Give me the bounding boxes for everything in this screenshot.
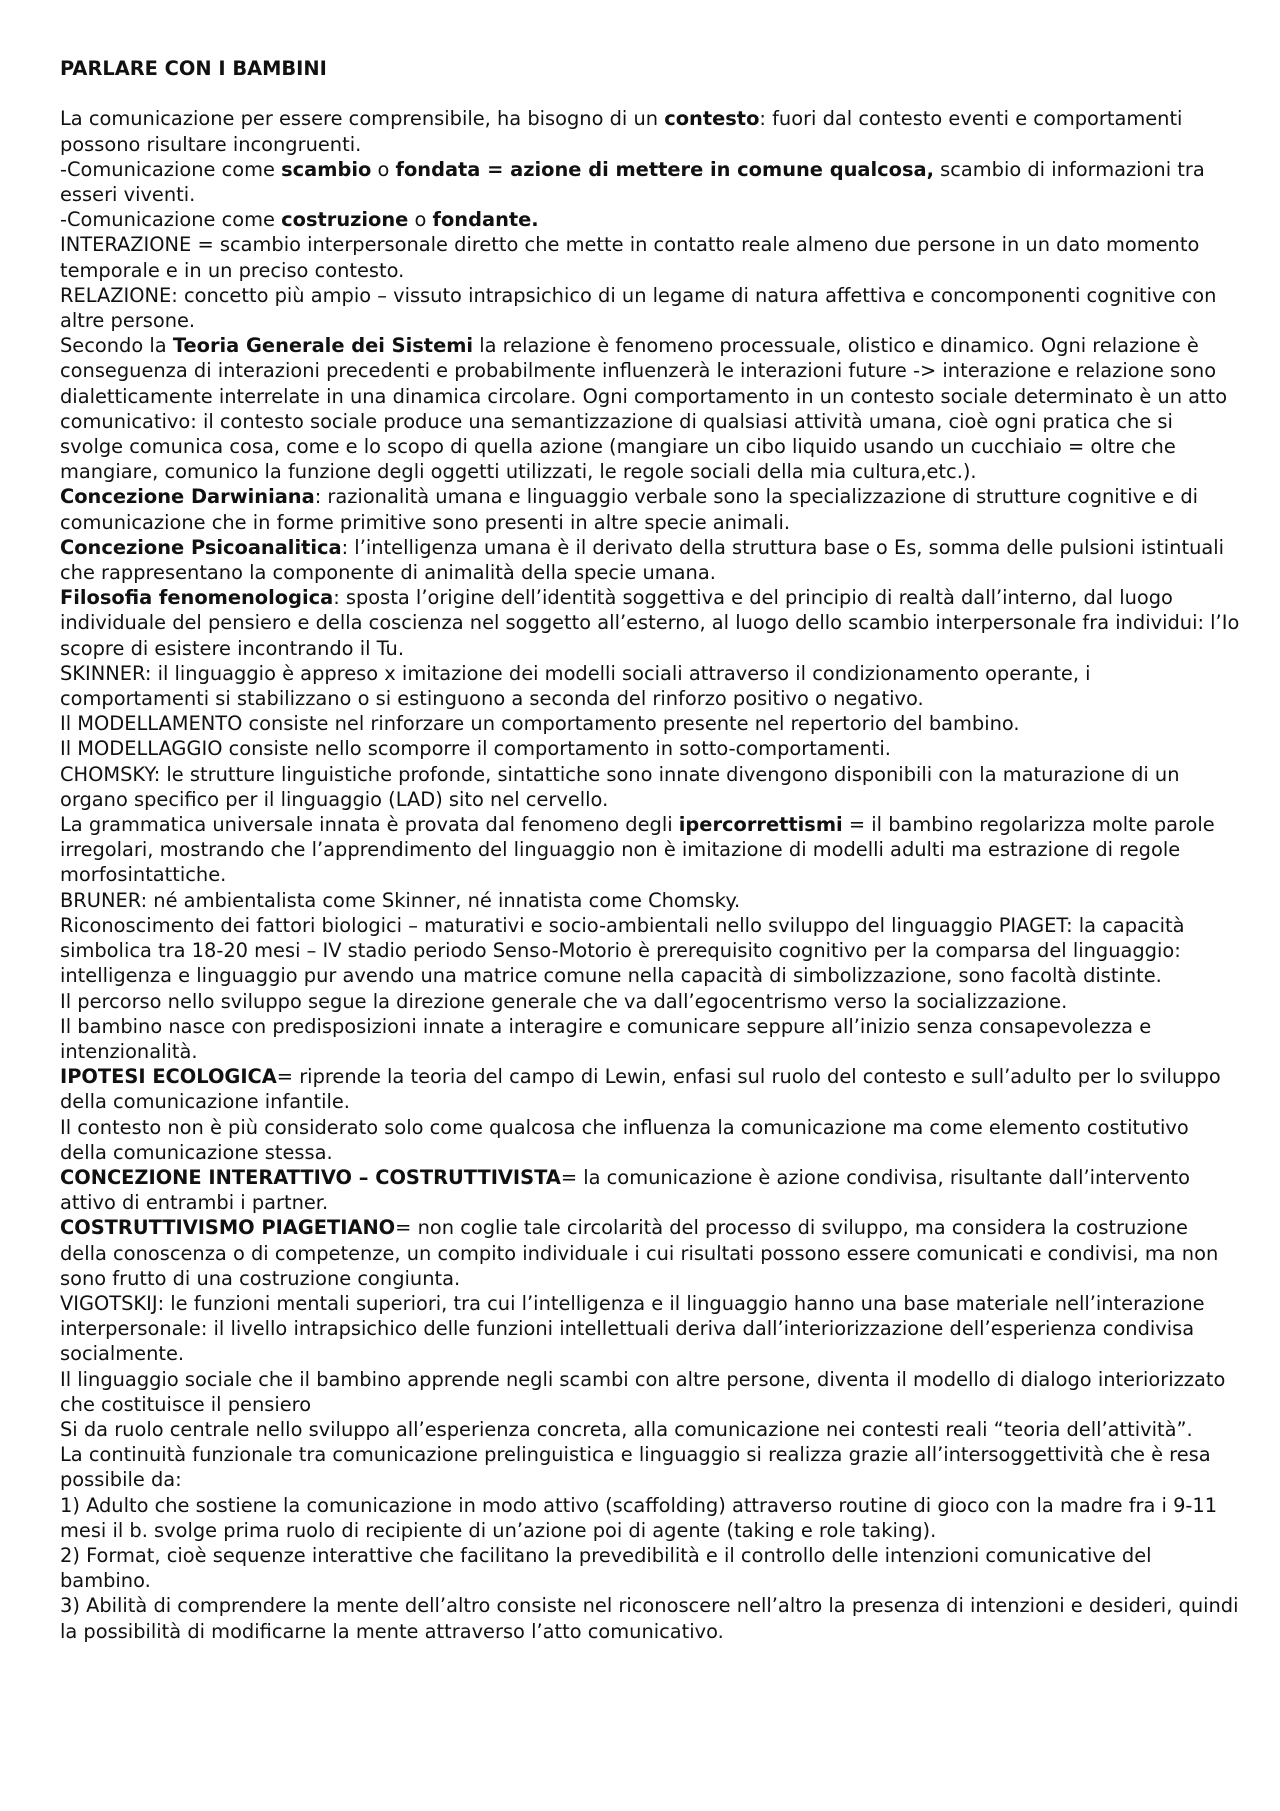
text-run: Riconoscimento dei fattori biologici – maturativi e socio-ambientali nello sviluppo del linguaggio PIAGET: la capacità simbolica tra 18-20 mesi – IV stadio periodo Senso-Motorio è prerequisito cognitivo per la comparsa del linguaggio: intelligenza e linguaggio pur avendo una matrice comune nella capacità di simbolizzazione, sono facoltà distinte.	[60, 913, 1185, 988]
paragraph	[60, 1367, 1240, 1417]
paragraph	[60, 106, 1240, 156]
paragraph	[60, 1291, 1240, 1367]
text-run: Il contesto non è più considerato solo come qualcosa che influenza la comunicazione ma come elemento costitutivo della comunicazione stessa.	[60, 1115, 1189, 1164]
bold-text: Teoria Generale dei Sistemi	[172, 334, 474, 358]
bold-text: costruzione	[281, 208, 409, 232]
paragraph	[60, 913, 1240, 989]
text-run: CHOMSKY: le strutture linguistiche profonde, sintattiche sono innate divengono disponibili con la maturazione di un organo specifico per il linguaggio (LAD) sito nel cervello.	[60, 762, 1180, 811]
paragraph	[60, 484, 1240, 534]
text-run: la relazione è fenomeno processuale, olistico e dinamico. Ogni relazione è conseguenza di interazioni precedenti e probabilmente influenzerà le interazioni future -> interazione e relazione sono dialetticamente interrelate in una dinamica circolare. Ogni comportamento in un contesto sociale determinato è un atto comunicativo: il contesto sociale produce una semantizzazione di qualsiasi attività umana, cioè ogni pratica che si svolge comunica cosa, come e lo scopo di quella azione (mangiare un cibo liquido usando un cucchiaio = oltre che mangiare, comunico la funzione degli oggetti utilizzati, le regole sociali della mia cultura,etc.).	[60, 334, 1228, 484]
text-run: Il percorso nello sviluppo segue la direzione generale che va dall’egocentrismo verso la socializzazione.	[60, 989, 1068, 1013]
bold-text: COSTRUTTIVISMO PIAGETIANO	[60, 1216, 396, 1240]
paragraph	[60, 283, 1240, 333]
text-run: INTERAZIONE = scambio interpersonale diretto che mette in contatto reale almeno due persone in un dato momento temporale e in un preciso contesto.	[60, 233, 1200, 282]
bold-text: ipercorrettismi	[678, 813, 843, 837]
paragraph	[60, 1064, 1240, 1114]
paragraph	[60, 1442, 1240, 1492]
text-run: = la comunicazione è azione condivisa, risultante dall’intervento attivo di entrambi i partner.	[60, 1165, 1190, 1215]
text-run: La grammatica universale innata è provata dal fenomeno degli	[60, 813, 679, 837]
bold-text: fondata = azione di mettere in comune qualcosa,	[395, 157, 934, 181]
bold-text: Filosofia fenomenologica	[60, 586, 334, 610]
document-page	[60, 56, 1240, 1644]
paragraph	[60, 333, 1240, 484]
text-run: = il bambino regolarizza molte parole irregolari, mostrando che l’apprendimento del linguaggio non è imitazione di modelli adulti ma estrazione di regole morfosintattiche.	[60, 813, 1215, 887]
paragraph	[60, 1493, 1240, 1543]
text-run: : l’intelligenza umana è il derivato della struttura base o Es, somma delle pulsioni istintuali che rappresentano la componente di animalità della specie umana.	[60, 535, 1225, 585]
paragraph	[60, 1543, 1240, 1593]
text-run: o	[371, 157, 396, 181]
document-body	[60, 106, 1240, 1643]
text-run: Secondo la	[60, 334, 173, 358]
text-run: -Comunicazione come	[60, 208, 282, 232]
paragraph	[60, 1417, 1240, 1442]
text-run: = riprende la teoria del campo di Lewin, enfasi sul ruolo del contesto e sull’adulto per lo sviluppo della comunicazione infantile.	[60, 1065, 1221, 1114]
text-run: -Comunicazione come	[60, 157, 282, 181]
text-run: RELAZIONE: concetto più ampio – vissuto intrapsichico di un legame di natura affettiva e concomponenti cognitive con altre persone.	[60, 283, 1217, 333]
document-title: PARLARE CON I BAMBINI	[60, 57, 327, 80]
paragraph	[60, 888, 1240, 913]
text-run: scambio di informazioni tra esseri viventi.	[60, 157, 1205, 206]
paragraph	[60, 1165, 1240, 1215]
paragraph	[60, 1593, 1240, 1643]
paragraph	[60, 1215, 1240, 1291]
paragraph	[60, 535, 1240, 585]
text-run: 1) Adulto che sostiene la comunicazione in modo attivo (scaffolding) attraverso routine di gioco con la madre fra i 9-11 mesi il b. svolge prima ruolo di recipiente di un’azione poi di agente (taking e role taking).	[60, 1493, 1218, 1542]
text-run: : sposta l’origine dell’identità soggettiva e del principio di realtà dall’interno, dal luogo individuale del pensiero e della coscienza nel soggetto all’esterno, al luogo dello scambio interpersonale fra individui: l’Io scopre di esistere incontrando il Tu.	[60, 586, 1240, 660]
paragraph	[60, 232, 1240, 282]
paragraph	[60, 812, 1240, 888]
paragraph	[60, 711, 1240, 736]
bold-text: fondante.	[432, 208, 539, 232]
text-run: BRUNER: né ambientalista come Skinner, né innatista come Chomsky.	[60, 888, 741, 912]
paragraph	[60, 585, 1240, 661]
text-run: SKINNER: il linguaggio è appreso x imitazione dei modelli sociali attraverso il condizionamento operante, i comportamenti si stabilizzano o si estinguono a seconda del rinforzo positivo o negativo.	[60, 661, 1091, 711]
text-run: La comunicazione per essere comprensibile, ha bisogno di un	[60, 107, 665, 131]
bold-text: contesto	[664, 107, 760, 131]
paragraph	[60, 762, 1240, 812]
text-run: Il linguaggio sociale che il bambino apprende negli scambi con altre persone, diventa il modello di dialogo interiorizzato che costituisce il pensiero	[60, 1367, 1226, 1416]
text-run: 3) Abilità di comprendere la mente dell’altro consiste nel riconoscere nell’altro la presenza di intenzioni e desideri, quindi la possibilità di modificarne la mente attraverso l’atto comunicativo.	[60, 1594, 1239, 1643]
paragraph	[60, 989, 1240, 1014]
paragraph	[60, 1115, 1240, 1165]
bold-text: IPOTESI ECOLOGICA	[60, 1065, 277, 1089]
bold-text: CONCEZIONE INTERATTIVO – COSTRUTTIVISTA	[60, 1165, 561, 1189]
paragraph	[60, 207, 1240, 232]
text-run: La continuità funzionale tra comunicazione prelinguistica e linguaggio si realizza grazie all’intersoggettività che è resa possibile da:	[60, 1443, 1211, 1492]
text-run: Il bambino nasce con predisposizioni innate a interagire e comunicare seppure all’inizio senza consapevolezza e intenzionalità.	[60, 1014, 1152, 1063]
text-run: Il MODELLAMENTO consiste nel rinforzare un comportamento presente nel repertorio del bambino.	[60, 712, 1020, 736]
text-run: Il MODELLAGGIO consiste nello scomporre il comportamento in sotto-comportamenti.	[60, 737, 891, 761]
text-run: 2) Format, cioè sequenze interattive che facilitano la prevedibilità e il controllo delle intenzioni comunicative del bambino.	[60, 1543, 1152, 1593]
paragraph	[60, 736, 1240, 761]
paragraph	[60, 661, 1240, 711]
text-run: VIGOTSKIJ: le funzioni mentali superiori, tra cui l’intelligenza e il linguaggio hanno una base materiale nell’interazione interpersonale: il livello intrapsichico delle funzioni intellettuali deriva dall’interiorizzazione dell’esperienza condivisa socialmente.	[60, 1291, 1205, 1366]
paragraph	[60, 1014, 1240, 1064]
bold-text: Concezione Psicoanalitica	[60, 535, 342, 559]
text-run: : razionalità umana e linguaggio verbale sono la specializzazione di strutture cognitive e di comunicazione che in forme primitive sono presenti in altre specie animali.	[60, 485, 1199, 534]
paragraph	[60, 157, 1240, 207]
text-run: = non coglie tale circolarità del processo di sviluppo, ma considera la costruzione della conoscenza o di competenze, un compito individuale i cui risultati possono essere comunicati e condivisi, ma non sono frutto di una costruzione congiunta.	[60, 1216, 1219, 1290]
text-run: Si da ruolo centrale nello sviluppo all’esperienza concreta, alla comunicazione nei contesti reali “teoria dell’attività”.	[60, 1417, 1193, 1441]
text-run: : fuori dal contesto eventi e comportamenti possono risultare incongruenti.	[60, 107, 1183, 156]
text-run: o	[408, 208, 433, 232]
bold-text: scambio	[281, 157, 372, 181]
bold-text: Concezione Darwiniana	[60, 485, 315, 509]
